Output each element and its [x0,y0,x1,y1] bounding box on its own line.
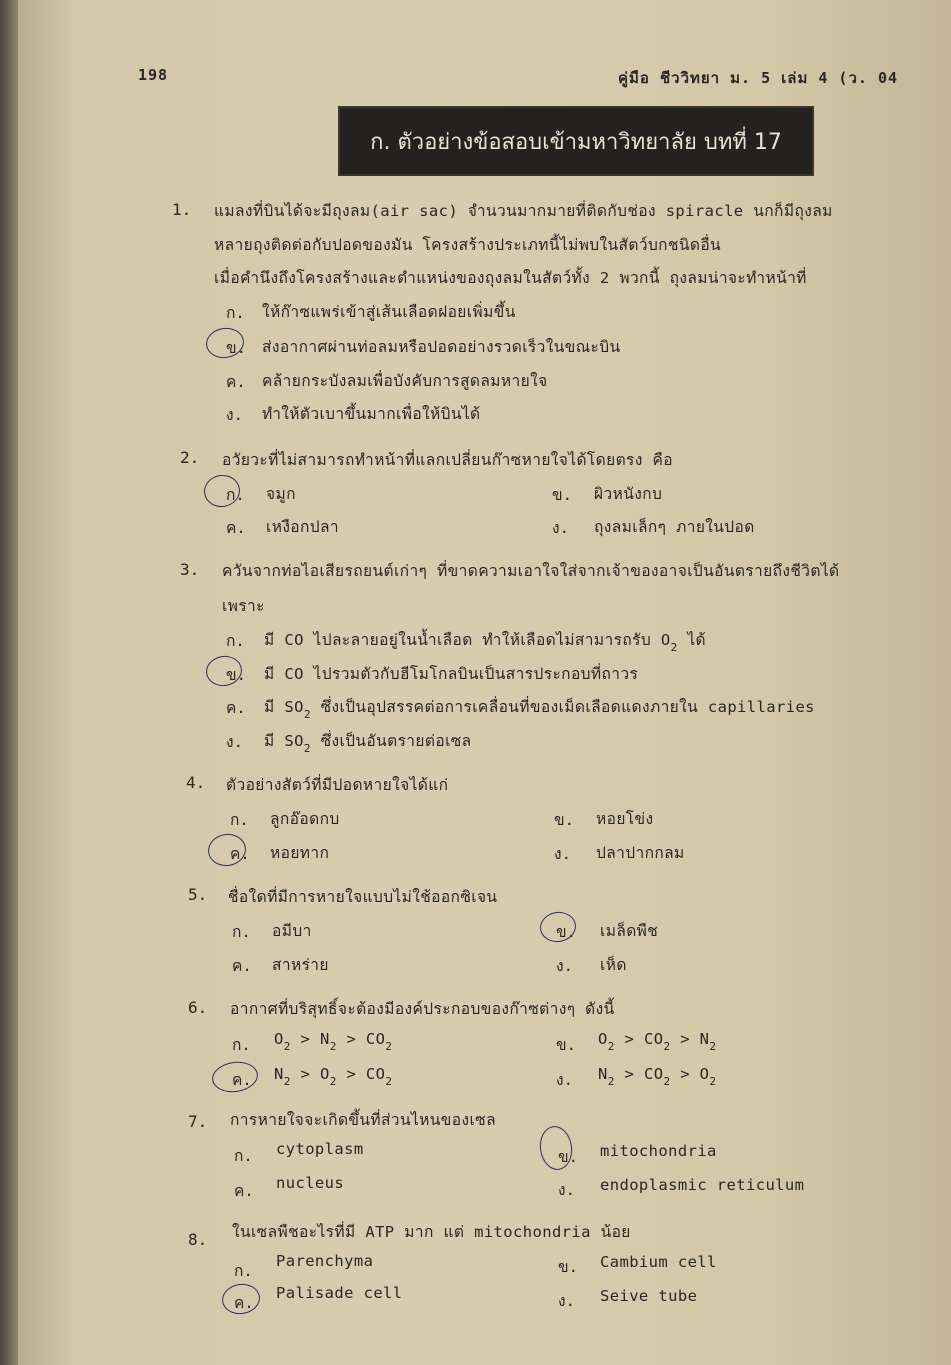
section-banner [340,108,812,174]
option-letter: ข. [554,811,574,829]
option-text: cytoplasm [276,1140,364,1158]
option-letter: ก. [230,811,249,829]
question-text: ชื่อใดที่มีการหายใจแบบไม่ใช้ออกซิเจน [228,888,498,906]
question-text: เมื่อคำนึงถึงโครงสร้างและตำแหน่งของถุงลมในสัตว์ทั้ง 2 พวกนี้ ถุงลมน่าจะทำหน้าที่ [214,269,807,287]
option-text: ถุงลมเล็กๆ ภายในปอด [594,518,755,536]
option-letter: ง. [554,845,571,863]
option-letter: ง. [226,406,243,424]
question-text: แมลงที่บินได้จะมีถุงลม(air sac) จำนวนมากมายที่ติดกับช่อง spiracle นกก็มีถุงลม [214,202,833,220]
question-number: 8. [188,1230,208,1249]
option-text: ลูกอ๊อดกบ [270,810,340,828]
option-text: Parenchyma [276,1252,374,1270]
option-letter: ง. [226,733,243,751]
option-letter: ข. [558,1258,578,1276]
option-letter: ง. [556,1071,573,1089]
option-letter: ข. [556,923,576,941]
option-letter: ข. [226,339,246,357]
question-number: 3. [180,560,200,579]
question-text: อวัยวะที่ไม่สามารถทำหน้าที่แลกเปลี่ยนก๊าซหายใจได้โดยตรง คือ [222,451,673,469]
option-letter: ก. [226,486,245,504]
option-letter: ค. [232,1071,252,1089]
option-text: Palisade cell [276,1284,403,1302]
option-letter: ค. [234,1294,254,1312]
option-letter: ข. [226,666,246,684]
question-number: 1. [172,200,192,219]
option-text: ให้ก๊าซแพร่เข้าสู่เส้นเลือดฝอยเพิ่มขึ้น [262,303,516,321]
option-text: จมูก [266,485,296,503]
question-text: การหายใจจะเกิดขึ้นที่ส่วนไหนของเซล [230,1111,496,1129]
option-text: $O_2 > CO_2 > N_2$ [598,1030,717,1053]
option-text: มี $SO_2$ ซึ่งเป็นอุปสรรคต่อการเคลื่อนที่ของเม็ดเลือดแดงภายใน capillaries [264,698,815,721]
option-text: nucleus [276,1174,345,1192]
option-text: ปลาปากกลม [596,844,685,862]
option-text: เมล็ดพืช [600,922,659,940]
question-text: ตัวอย่างสัตว์ที่มีปอดหายใจได้แก่ [226,776,449,794]
option-text: อมีบา [272,922,312,940]
option-letter: ข. [556,1036,576,1054]
question-number: 7. [188,1112,208,1131]
option-text: ส่งอากาศผ่านท่อลมหรือปอดอย่างรวดเร็วในขณะบิน [262,338,621,356]
question-number: 5. [188,885,208,904]
option-text: endoplasmic reticulum [600,1176,805,1194]
question-number: 4. [186,773,206,792]
option-text: หอยทาก [270,844,330,862]
option-text: เหงือกปลา [266,518,340,536]
option-text: ผิวหนังกบ [594,485,663,503]
option-letter: ง. [556,957,573,975]
option-text: เห็ด [600,956,627,974]
question-text: เพราะ [222,597,265,615]
option-letter: ง. [558,1292,575,1310]
option-text: หอยโข่ง [596,810,654,828]
question-text: หลายถุงติดต่อกับปอดของมัน โครงสร้างประเภทนี้ไม่พบในสัตว์บกชนิดอื่น [214,236,722,254]
option-letter: ก. [234,1262,253,1280]
option-text: Seive tube [600,1287,698,1305]
option-letter: ข. [558,1148,578,1166]
option-letter: ง. [558,1181,575,1199]
option-text: คล้ายกระบังลมเพื่อบังคับการสูดลมหายใจ [262,372,548,390]
option-text: มี CO ไปรวมตัวกับฮีโมโกลบินเป็นสารประกอบที่ถาวร [264,665,639,683]
option-letter: ค. [234,1182,254,1200]
option-letter: ค. [226,699,246,717]
option-text: $N_2 > O_2 > CO_2$ [274,1065,393,1088]
option-text: มี CO ไปละลายอยู่ในน้ำเลือด ทำให้เลือดไม่สามารถรับ $O_2$ ได้ [264,631,706,654]
banner-title: ก. ตัวอย่างข้อสอบเข้ามหาวิทยาลัย บทที่ 17 [370,129,782,155]
option-text: สาหร่าย [272,956,329,974]
question-text: ควันจากท่อไอเสียรถยนต์เก่าๆ ที่ขาดความเอาใจใส่จากเจ้าของอาจเป็นอันตรายถึงชีวิตได้ [222,562,840,580]
option-text: Cambium cell [600,1253,717,1271]
option-letter: ก. [234,1147,253,1165]
option-letter: ก. [232,1036,251,1054]
option-letter: ค. [226,519,246,537]
page-number: 198 [138,66,169,84]
question-number: 2. [180,448,200,467]
option-letter: ค. [232,957,252,975]
option-letter: ง. [552,519,569,537]
option-letter: ข. [552,486,572,504]
option-text: mitochondria [600,1142,717,1160]
book-title: คู่มือ ชีววิทยา ม. 5 เล่ม 4 (ว. 04 [618,69,899,87]
option-letter: ก. [226,304,245,322]
question-text: อากาศที่บริสุทธิ์จะต้องมีองค์ประกอบของก๊าซต่างๆ ดังนี้ [230,1000,615,1018]
option-text: มี $SO_2$ ซึ่งเป็นอันตรายต่อเซล [264,732,472,755]
question-number: 6. [188,998,208,1017]
option-letter: ค. [226,373,246,391]
option-text: ทำให้ตัวเบาขึ้นมากเพื่อให้บินได้ [262,405,481,423]
option-letter: ก. [232,923,251,941]
option-text: $N_2 > CO_2 > O_2$ [598,1065,717,1088]
option-letter: ก. [226,632,245,650]
book-binding [0,0,18,1365]
option-letter: ค. [230,845,250,863]
option-text: $O_2 > N_2 > CO_2$ [274,1030,393,1053]
question-text: ในเซลพืชอะไรที่มี ATP มาก แต่ mitochondria น้อย [232,1223,631,1241]
